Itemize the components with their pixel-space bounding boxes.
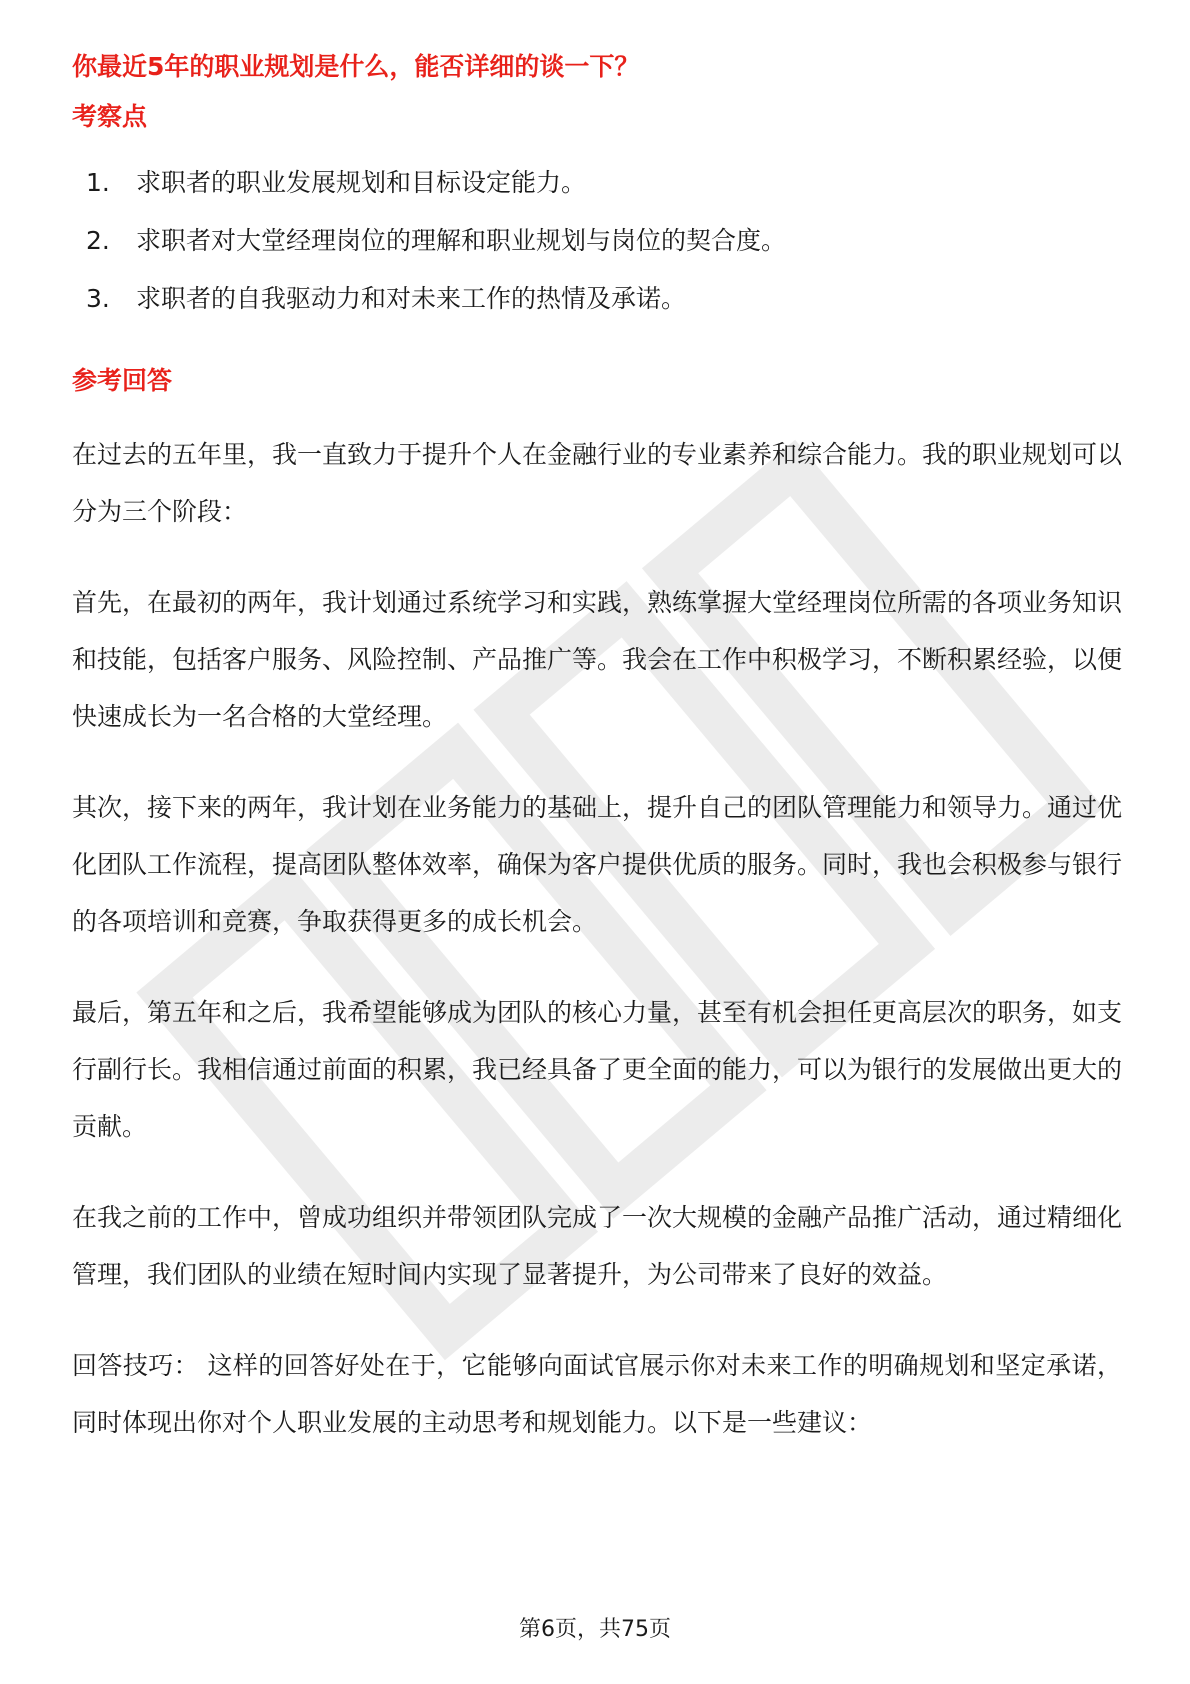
list-item-text: 求职者的职业发展规划和目标设定能力。 [136,168,587,197]
question-heading: 你最近5年的职业规划是什么，能否详细的谈一下？ [72,52,640,81]
answer-paragraph: 首先，在最初的两年，我计划通过系统学习和实践，熟练掌握大堂经理岗位所需的各项业务知识和技能，包括客户服务、风险控制、产品推广等。我会在工作中积极学习，不断积累经验，以便快速成长为一名合格的大堂经理。 [72,588,1123,731]
list-item [72,154,1122,212]
list-item-number: 2. [86,226,110,255]
list-item-text: 求职者的自我驱动力和对未来工作的热情及承诺。 [136,284,687,313]
answer-paragraph: 在我之前的工作中，曾成功组织并带领团队完成了一次大规模的金融产品推广活动，通过精细化管理，我们团队的业绩在短时间内实现了显著提升，为公司带来了良好的效益。 [72,1203,1123,1289]
list-item-text: 求职者对大堂经理岗位的理解和职业规划与岗位的契合度。 [136,226,787,255]
answer-paragraph: 在过去的五年里，我一直致力于提升个人在金融行业的专业素养和综合能力。我的职业规划可以分为三个阶段： [72,440,1123,526]
list-item [72,270,1122,328]
list-item [72,212,1122,270]
list-item-number: 3. [86,284,110,313]
focus-section-title: 考察点 [72,102,148,131]
answer-tips-paragraph: 回答技巧： 这样的回答好处在于，它能够向面试官展示你对未来工作的明确规划和坚定承诺，同时体现出你对个人职业发展的主动思考和规划能力。以下是一些建议： [72,1351,1122,1437]
answer-paragraph: 最后，第五年和之后，我希望能够成为团队的核心力量，甚至有机会担任更高层次的职务，如支行副行长。我相信通过前面的积累，我已经具备了更全面的能力，可以为银行的发展做出更大的贡献。 [72,998,1123,1141]
answer-paragraph: 其次，接下来的两年，我计划在业务能力的基础上，提升自己的团队管理能力和领导力。通过优化团队工作流程，提高团队整体效率，确保为客户提供优质的服务。同时，我也会积极参与银行的各项培训和竞赛，争取获得更多的成长机会。 [72,793,1123,936]
document-content [72,48,1122,1485]
list-item-number: 1. [86,168,110,197]
answer-section-title: 参考回答 [72,366,173,395]
page-number-footer: 第6页，共75页 [519,1617,671,1642]
focus-points-list [72,154,1122,328]
